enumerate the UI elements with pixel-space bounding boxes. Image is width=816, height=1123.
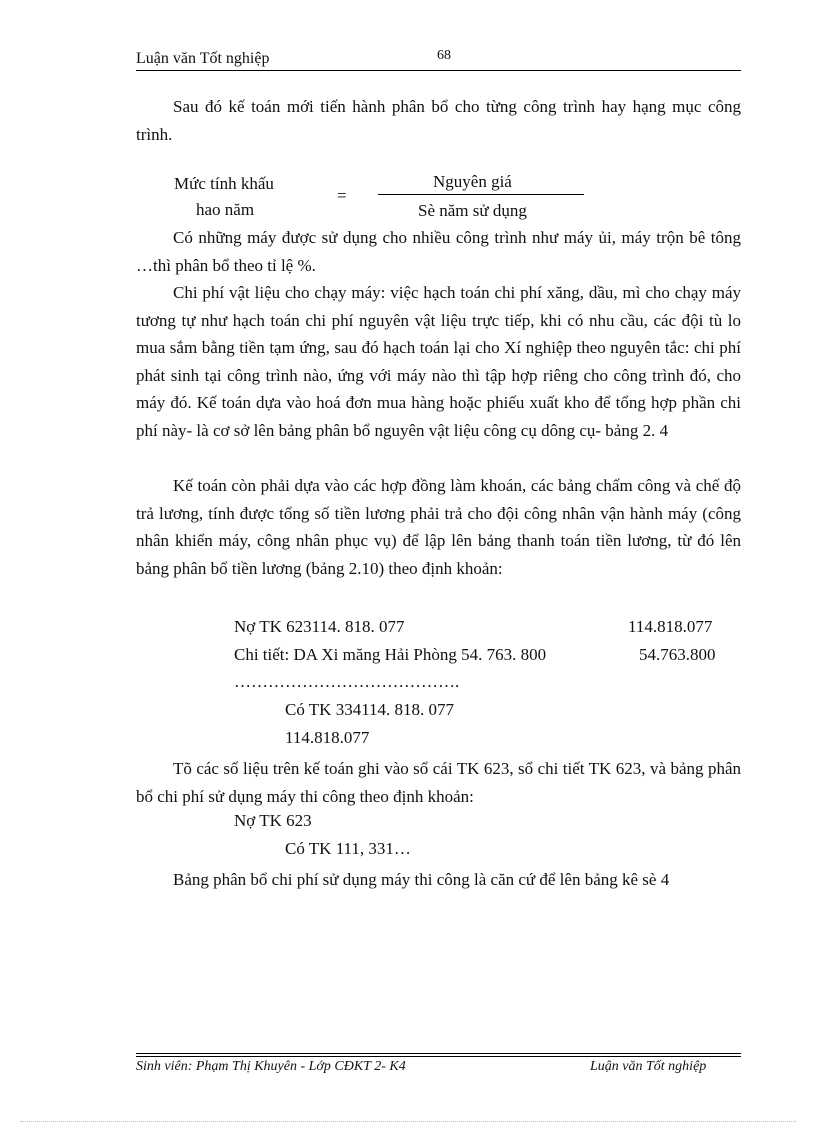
footer-student: Sinh viên: Phạm Thị Khuyên - Lớp CĐKT 2- K4 bbox=[136, 1059, 406, 1074]
formula-equals: = bbox=[337, 186, 347, 205]
entry1-debit-amount: 114.818.077 bbox=[628, 617, 713, 636]
paragraph-5: Tõ các số liệu trên kế toán ghi vào sổ cái TK 623, sổ chi tiết TK 623, và bảng phân bổ chi phí sử dụng máy thi công theo định khoản: bbox=[136, 759, 741, 806]
entry2-debit: Nợ TK 623 bbox=[234, 811, 312, 830]
entry1-detail-amount: 54.763.800 bbox=[639, 645, 716, 664]
paragraph-2: Có những máy được sử dụng cho nhiều công trình như máy ủi, máy trộn bê tông …thì phân bổ theo tỉ lệ %. bbox=[136, 228, 741, 275]
fraction-bar bbox=[378, 194, 584, 195]
page-edge-dotted-line bbox=[20, 1121, 796, 1122]
footer-rule-top bbox=[136, 1053, 741, 1054]
formula-denominator: Sè năm sử dụng bbox=[418, 201, 527, 220]
footer-title: Luận văn Tốt nghiệp bbox=[590, 1059, 707, 1074]
paragraph-6: Bảng phân bổ chi phí sử dụng máy thi công là căn cứ để lên bảng kê sè 4 bbox=[173, 870, 670, 889]
header-title: Luận văn Tốt nghiệp bbox=[136, 50, 270, 67]
entry1-dots: …………………………………. bbox=[234, 672, 460, 691]
footer-rule-bottom bbox=[136, 1056, 741, 1057]
paragraph-4: Kế toán còn phải dựa vào các hợp đồng làm khoán, các bảng chấm công và chế độ trả lương, tính được tổng số tiền lương phải trả cho đội công nhân vận hành máy (công nhân khiển máy, công nhân phục vụ) để lập lên bảng thanh toán tiền lương, từ đó lên bảng phân bổ tiền lương (bảng 2.10) theo định khoản: bbox=[136, 476, 741, 578]
formula-numerator: Nguyên giá bbox=[433, 172, 512, 191]
entry1-credit: Có TK 334114. 818. 077 bbox=[285, 700, 455, 719]
formula-lhs-line2: hao năm bbox=[196, 200, 255, 219]
entry2-credit: Có TK 111, 331… bbox=[285, 839, 411, 858]
paragraph-1: Sau đó kế toán mới tiến hành phân bổ cho từng công trình hay hạng mục công trình. bbox=[136, 97, 741, 144]
page-number: 68 bbox=[437, 48, 451, 63]
entry1-debit: Nợ TK 623114. 818. 077 bbox=[234, 617, 405, 636]
entry1-credit-amount: 114.818.077 bbox=[285, 728, 370, 747]
formula-lhs-line1: Mức tính khấu bbox=[174, 174, 274, 193]
header-rule bbox=[136, 70, 741, 71]
entry1-detail: Chi tiết: DA Xi măng Hải Phòng 54. 763. 800 bbox=[234, 645, 547, 664]
paragraph-3: Chi phí vật liệu cho chạy máy: việc hạch toán chi phí xăng, dầu, mì cho chạy máy tương tự như hạch toán chi phí nguyên vật liệu trực tiếp, khi có nhu cầu, các đội tù lo mua sắm bằng tiền tạm ứng, sau đó hạch toán lại cho Xí nghiệp theo nguyên tắc: chi phí phát sinh tại công trình nào, ứng với máy nào thì tập hợp riêng cho công trình đó, cho máy đó. Kế toán dựa vào hoá đơn mua hàng hoặc phiếu xuất kho để tổng hợp phần chi phí này- là cơ sở lên bảng phân bổ nguyên vật liệu công cụ dông cụ- bảng 2. 4 bbox=[136, 283, 741, 440]
